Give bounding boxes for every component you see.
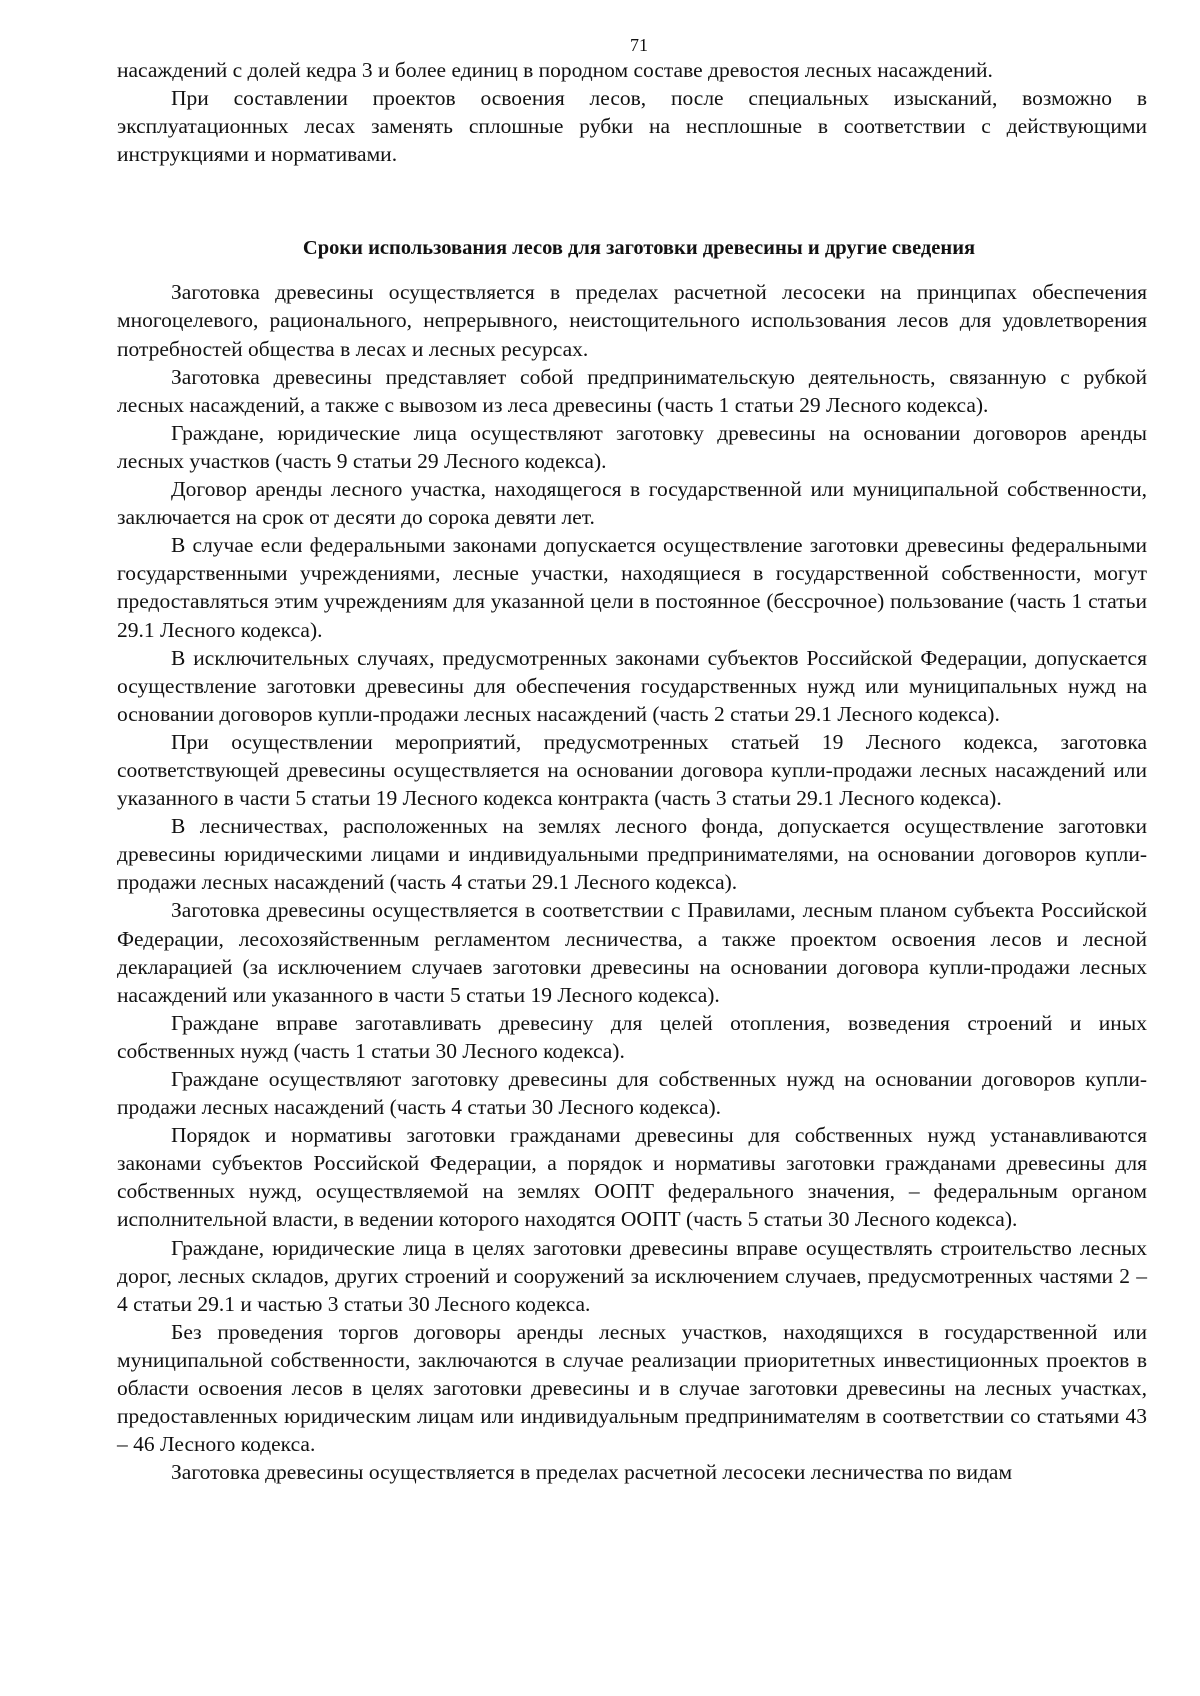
page-number: 71 (630, 35, 648, 55)
paragraph: В исключительных случаях, предусмотренных законами субъектов Российской Федерации, допускается осуществление заготовки древесины для обеспечения государственных нужд или муниципальных нужд на основании договоров купли-продажи лесных насаждений (часть 2 статьи 29.1 Лесного кодекса). (117, 645, 1147, 726)
paragraph: При составлении проектов освоения лесов, после специальных изысканий, возможно в эксплуатационных лесах заменять сплошные рубки на несплошные в соответствии с действующими инструкциями и нормативами. (117, 86, 1147, 167)
paragraph: Договор аренды лесного участка, находящегося в государственной или муниципальной собственности, заключается на срок от десяти до сорока девяти лет. (117, 477, 1147, 530)
paragraph: Граждане осуществляют заготовку древесины для собственных нужд на основании договоров купли-продажи лесных насаждений (часть 4 статьи 30 Лесного кодекса). (117, 1067, 1147, 1120)
paragraph: При осуществлении мероприятий, предусмотренных статьей 19 Лесного кодекса, заготовка соответствующей древесины осуществляется на основании договора купли-продажи лесных насаждений или указанного в части 5 статьи 19 Лесного кодекса контракта (часть 3 статьи 29.1 Лесного кодекса). (117, 729, 1147, 811)
paragraph: Граждане, юридические лица осуществляют заготовку древесины на основании договоров аренды лесных участков (часть 9 статьи 29 Лесного кодекса). (117, 420, 1147, 473)
document-page (117, 34, 1147, 1486)
paragraph: Заготовка древесины осуществляется в пределах расчетной лесосеки на принципах обеспечения многоцелевого, рационального, непрерывного, неистощительного использования лесов для удовлетворения потребностей общества в лесах и лесных ресурсах. (117, 280, 1147, 361)
paragraph: В лесничествах, расположенных на землях лесного фонда, допускается осуществление заготовки древесины юридическими лицами и индивидуальными предпринимателями, на основании договоров купли-продажи лесных насаждений (часть 4 статьи 29.1 Лесного кодекса). (117, 814, 1147, 895)
paragraph: Без проведения торгов договоры аренды лесных участков, находящихся в государственной или муниципальной собственности, заключаются в случае реализации приоритетных инвестиционных проектов в области освоения лесов в целях заготовки древесины и в случае заготовки древесины на лесных участках, предоставленных юридическим лицам или индивидуальным предпринимателям в соответствии со статьями 43 – 46 Лесного кодекса. (117, 1319, 1147, 1457)
paragraph-continuation: насаждений с долей кедра 3 и более единиц в породном составе древостоя лесных насаждений. (117, 58, 993, 82)
paragraph: Граждане вправе заготавливать древесину для целей отопления, возведения строений и иных собственных нужд (часть 1 статьи 30 Лесного кодекса). (117, 1010, 1147, 1063)
paragraph: Заготовка древесины осуществляется в пределах расчетной лесосеки лесничества по видам (171, 1460, 1013, 1485)
paragraph: Заготовка древесины осуществляется в соответствии с Правилами, лесным планом субъекта Российской Федерации, лесохозяйственным регламентом лесничества, а также проектом освоения лесов и лесной декларацией (за исключением случаев заготовки древесины на основании договора купли-продажи лесных насаждений или указанного в части 5 статьи 19 Лесного кодекса). (117, 898, 1147, 1007)
paragraph: Порядок и нормативы заготовки гражданами древесины для собственных нужд устанавливаются законами субъектов Российской Федерации, а порядок и нормативы заготовки гражданами древесины для собственных нужд, осуществляемой на землях ООПТ федерального значения, – федеральным органом исполнительной власти, в ведении которого находятся ООПТ (часть 5 статьи 30 Лесного кодекса). (117, 1123, 1147, 1232)
section-title: Сроки использования лесов для заготовки древесины и другие сведения (302, 237, 976, 260)
paragraph: В случае если федеральными законами допускается осуществление заготовки древесины федеральными государственными учреждениями, лесные участки, находящиеся в государственной собственности, могут предоставляться этим учреждениям для указанной цели в постоянное (бессрочное) пользование (часть 1 статьи 29.1 Лесного кодекса). (117, 533, 1147, 642)
paragraph: Граждане, юридические лица в целях заготовки древесины вправе осуществлять строительство лесных дорог, лесных складов, других строений и сооружений за исключением случаев, предусмотренных частями 2 – 4 статьи 29.1 и частью 3 статьи 30 Лесного кодекса. (117, 1235, 1147, 1316)
paragraph: Заготовка древесины представляет собой предпринимательскую деятельность, связанную с рубкой лесных насаждений, а также с вывозом из леса древесины (часть 1 статьи 29 Лесного кодекса). (117, 364, 1147, 417)
